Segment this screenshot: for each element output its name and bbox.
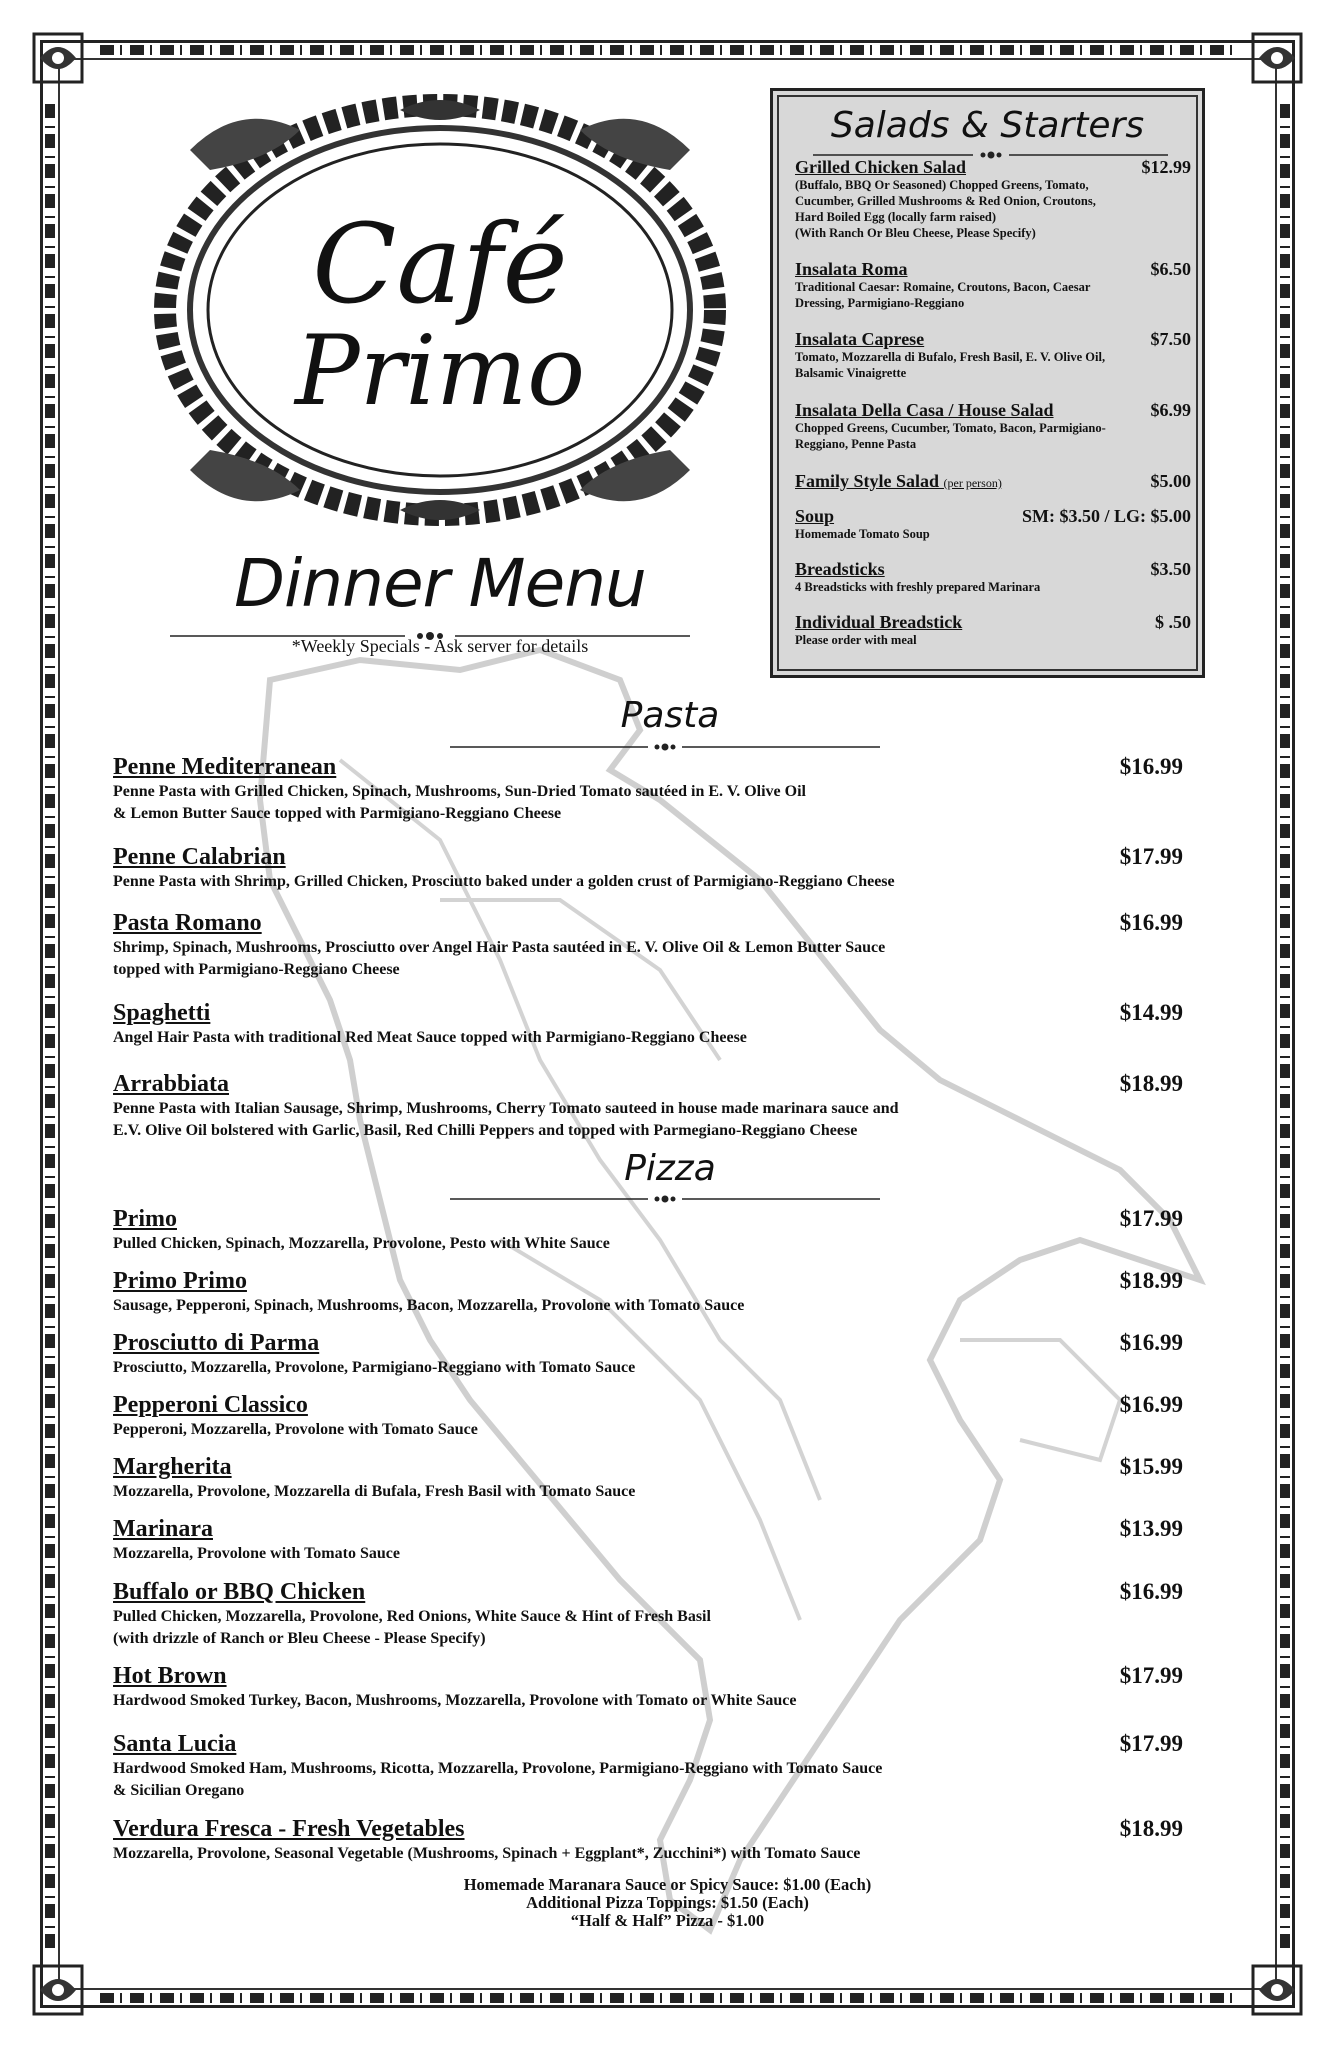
menu-item-name: Prosciutto di Parma [113,1330,320,1356]
salad-price: $6.50 [1150,259,1191,279]
menu-item-name: Spaghetti [113,1000,211,1026]
menu-item-desc: Penne Pasta with Shrimp, Grilled Chicken, Prosciutto baked under a golden crust of Parmigiano-Reggiano Cheese [113,873,895,890]
menu-item [113,1268,1183,1317]
pasta-section-title: Pasta [620,695,720,736]
menu-item-price: $14.99 [1119,1000,1183,1025]
menu-item-desc: topped with Parmigiano-Reggiano Cheese [113,961,400,978]
menu-item-price: $18.99 [1119,1816,1183,1841]
menu-item-desc: & Lemon Butter Sauce topped with Parmigiano-Reggiano Cheese [113,805,562,822]
divider-ornament-icon [450,1193,880,1205]
menu-item-name: Pepperoni Classico [113,1392,308,1418]
footer-line: Homemade Maranara Sauce or Spicy Sauce: $1.00 (Each) [463,1875,872,1894]
menu-item-desc: Mozzarella, Provolone with Tomato Sauce [113,1545,400,1562]
menu-item-price: $16.99 [1119,1579,1183,1604]
menu-item-desc: Penne Pasta with Italian Sausage, Shrimp, Mushrooms, Cherry Tomato sauteed in house made marinara sauce and [113,1100,899,1117]
pizza-section-title: Pizza [624,1148,716,1189]
salad-desc: 4 Breadsticks with freshly prepared Marinara [795,580,1041,594]
menu-item-desc: Pulled Chicken, Spinach, Mozzarella, Provolone, Pesto with White Sauce [113,1235,610,1252]
menu-item-name: Marinara [113,1516,213,1542]
salad-desc: Please order with meal [795,633,917,647]
menu-item-name: Arrabbiata [113,1071,229,1097]
salads-starters-box [770,88,1205,678]
corner-ornament-icon [30,1962,86,2018]
menu-item-name: Penne Mediterranean [113,754,337,780]
menu-item-price: $16.99 [1119,910,1183,935]
salad-name-suffix: (per person) [943,476,1002,490]
salad-desc: Chopped Greens, Cucumber, Tomato, Bacon, Parmigiano- [795,421,1106,435]
menu-item-name: Santa Lucia [113,1731,237,1757]
menu-item-price: $17.99 [1119,1206,1183,1231]
menu-item-name: Verdura Fresca - Fresh Vegetables [113,1816,465,1842]
corner-ornament-icon [1249,30,1305,86]
salad-item [795,157,1191,241]
menu-item-desc: Shrimp, Spinach, Mushrooms, Prosciutto over Angel Hair Pasta sautéed in E. V. Olive Oil & Lemon Butter Sauce [113,939,886,956]
salad-desc: Homemade Tomato Soup [795,527,930,541]
salad-desc: (Buffalo, BBQ Or Seasoned) Chopped Greens, Tomato, [795,178,1089,192]
salad-desc: Reggiano, Penne Pasta [795,437,917,451]
salad-item [795,400,1191,452]
menu-item-price: $17.99 [1119,1663,1183,1688]
salad-desc: Cucumber, Grilled Mushrooms & Red Onion, Croutons, [795,194,1096,208]
top-vine-ornament [100,45,1235,55]
menu-item-name: Pasta Romano [113,910,262,936]
salad-item [795,559,1191,595]
menu-item-desc: Prosciutto, Mozzarella, Provolone, Parmigiano-Reggiano with Tomato Sauce [113,1359,636,1376]
weekly-specials-note: *Weekly Specials - Ask server for details [291,636,589,656]
salad-item [795,329,1191,381]
salad-desc: Dressing, Parmigiano-Reggiano [795,296,965,310]
menu-item [113,1579,1183,1650]
menu-item-price: $17.99 [1119,1731,1183,1756]
salad-price: $ .50 [1155,612,1191,632]
menu-item [113,1454,1183,1503]
cafe-primo-logo [150,90,730,530]
menu-item-price: $18.99 [1119,1071,1183,1096]
menu-item-name: Hot Brown [113,1663,227,1689]
menu-item [113,1206,1183,1255]
corner-ornament-icon [30,30,86,86]
salad-desc: Balsamic Vinaigrette [795,366,907,380]
salad-name: Individual Breadstick [795,612,963,632]
menu-item [113,1663,1183,1712]
right-vine-ornament [1280,100,1290,1948]
menu-item-price: $13.99 [1119,1516,1183,1541]
logo-text-primo: Primo [294,315,585,427]
corner-ornament-icon [1249,1962,1305,2018]
menu-item-desc: Hardwood Smoked Turkey, Bacon, Mushrooms, Mozzarella, Provolone with Tomato or White Sauce [113,1692,797,1709]
divider-ornament-icon [450,741,880,753]
salad-name: Insalata Caprese [795,329,925,349]
salad-price: $6.99 [1150,400,1191,420]
menu-item-desc: Sausage, Pepperoni, Spinach, Mushrooms, Bacon, Mozzarella, Provolone with Tomato Sauce [113,1297,745,1314]
salad-desc: (With Ranch Or Bleu Cheese, Please Specify) [795,226,1036,240]
menu-item-desc: E.V. Olive Oil bolstered with Garlic, Basil, Red Chilli Peppers and topped with Parmegiano-Reggiano Cheese [113,1122,858,1139]
dinner-menu-title: Dinner Menu [234,545,646,622]
salad-price: SM: $3.50 / LG: $5.00 [1022,506,1191,526]
menu-item-name: Primo Primo [113,1268,247,1294]
salad-item [795,506,1191,542]
footer-line: Additional Pizza Toppings: $1.50 (Each) [526,1893,809,1912]
menu-item-name: Margherita [113,1454,232,1480]
salad-desc: Hard Boiled Egg (locally farm raised) [795,210,997,224]
logo-text-cafe: Café [312,200,568,328]
menu-item [113,1000,1183,1049]
menu-item-price: $17.99 [1119,844,1183,869]
menu-item-name: Penne Calabrian [113,844,286,870]
salad-desc: Tomato, Mozzarella di Bufalo, Fresh Basil, E. V. Olive Oil, [795,350,1106,364]
footer-line: “Half & Half” Pizza - $1.00 [570,1911,765,1930]
menu-item-desc: & Sicilian Oregano [113,1782,245,1799]
left-vine-ornament [45,100,55,1948]
menu-item-desc: Pulled Chicken, Mozzarella, Provolone, Red Onions, White Sauce & Hint of Fresh Basil [113,1608,711,1625]
salad-price: $7.50 [1150,329,1191,349]
salad-price: $12.99 [1141,157,1191,177]
menu-item-desc: Angel Hair Pasta with traditional Red Meat Sauce topped with Parmigiano-Reggiano Cheese [113,1029,747,1046]
menu-item-desc: (with drizzle of Ranch or Bleu Cheese - Please Specify) [113,1630,486,1647]
menu-item [113,1816,1183,1865]
menu-item [113,1516,1183,1565]
menu-item-desc: Pepperoni, Mozzarella, Provolone with Tomato Sauce [113,1421,478,1438]
menu-item [113,1330,1183,1379]
salad-name: Grilled Chicken Salad [795,157,967,177]
menu-item-price: $18.99 [1119,1268,1183,1293]
salad-name: Breadsticks [795,559,885,579]
menu-item [113,844,1183,893]
salad-item [795,471,1191,493]
menu-item [113,754,1183,825]
menu-item-price: $16.99 [1119,1330,1183,1355]
menu-item-desc: Mozzarella, Provolone, Mozzarella di Bufala, Fresh Basil with Tomato Sauce [113,1483,636,1500]
menu-item [113,1392,1183,1441]
menu-item-price: $16.99 [1119,754,1183,779]
menu-item [113,910,1183,981]
menu-item-name: Primo [113,1206,177,1232]
menu-item-desc: Penne Pasta with Grilled Chicken, Spinach, Mushrooms, Sun-Dried Tomato sautéed in E. V. Olive Oil [113,783,806,800]
salad-price: $5.00 [1150,471,1191,491]
salad-name: Insalata Roma [795,259,908,279]
bottom-vine-ornament [100,1993,1235,2003]
menu-item [113,1071,1183,1142]
salad-name: Family Style Salad (per person) [795,471,1002,491]
salads-title: Salads & Starters [830,105,1145,146]
salad-name: Soup [795,506,835,526]
menu-item-price: $16.99 [1119,1392,1183,1417]
salad-desc: Traditional Caesar: Romaine, Croutons, Bacon, Caesar [795,280,1091,294]
salad-price: $3.50 [1150,559,1191,579]
menu-item-price: $15.99 [1119,1454,1183,1479]
pizza-extras-note [300,1876,1035,1930]
menu-item [113,1731,1183,1802]
menu-item-desc: Hardwood Smoked Ham, Mushrooms, Ricotta, Mozzarella, Provolone, Parmigiano-Reggiano with Tomato Sauce [113,1760,883,1777]
salad-item [795,612,1191,648]
salad-name: Insalata Della Casa / House Salad [795,400,1054,420]
menu-item-name: Buffalo or BBQ Chicken [113,1579,366,1605]
salad-item [795,259,1191,311]
menu-item-desc: Mozzarella, Provolone, Seasonal Vegetable (Mushrooms, Spinach + Eggplant*, Zucchini*) with Tomato Sauce [113,1845,861,1862]
